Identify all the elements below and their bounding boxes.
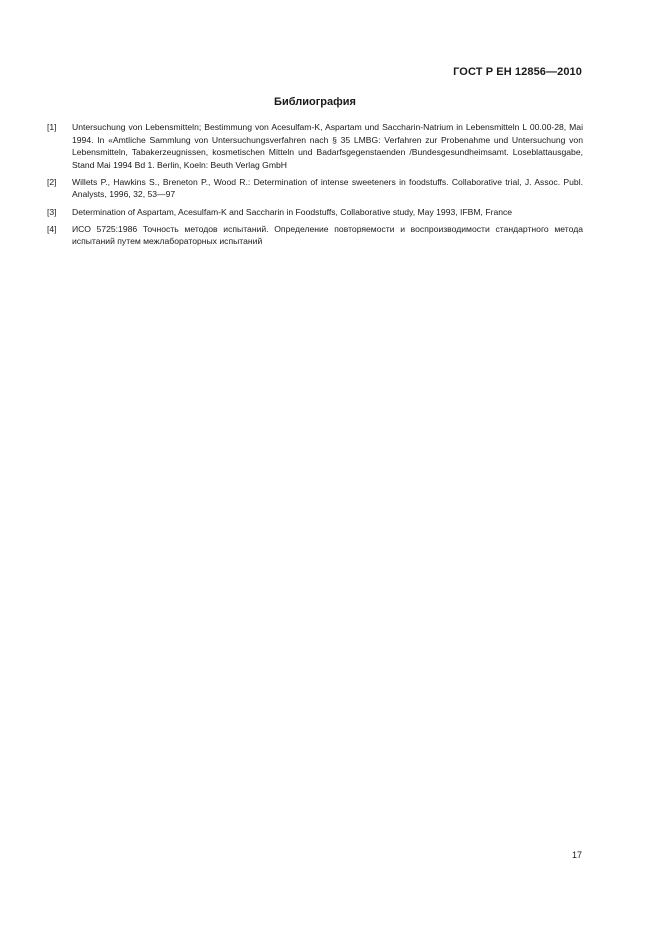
bibliography-entry xyxy=(47,176,583,201)
document-code: ГОСТ Р ЕН 12856—2010 xyxy=(453,66,582,78)
entry-text: ИСО 5725:1986 Точность методов испытаний. Определение повторяемости и воспроизводимости стандартного метода испытаний путем межлабораторных испытаний xyxy=(72,223,583,247)
entry-number: [3] xyxy=(47,206,57,217)
entry-number: [1] xyxy=(47,122,57,132)
entry-text: Willets P., Hawkins S., Breneton P., Wood R.: Determination of intense sweeteners in foodstuffs. Collaborative trial, J. Assoc. Publ. Analysts, 1996, 32, 53—97 xyxy=(72,176,583,200)
page-number: 17 xyxy=(571,850,582,860)
entry-number: [4] xyxy=(47,223,57,234)
section-title: Библиография xyxy=(274,96,356,108)
bibliography-entry xyxy=(47,223,583,248)
entry-text: Determination of Aspartam, Acesulfam-K and Saccharin in Foodstuffs, Collaborative study, May 1993, IFBM, France xyxy=(72,206,513,217)
bibliography-entry xyxy=(47,121,583,171)
entry-text: Untersuchung von Lebensmitteln; Bestimmung von Acesulfam-K, Aspartam und Saccharin-Natrium in Lebensmitteln L 00.00-28, Mai 1994. In «Amtliche Sammlung von Untersuchungsverfahren nach § 35 LMBG: Verfahren zur Probenahme und Untersuchung von Lebensmitteln, Tabakerzeugnissen, kosmetischen Mitteln und Badarfsgegenstaenden /Bundesgesundheimsamt. Loseblattausgabe, Stand Mai 1994 Bd 1. Berlin, Koeln: Beuth Verlag GmbH xyxy=(72,122,583,170)
entry-number: [2] xyxy=(47,176,57,187)
bibliography-entry xyxy=(47,206,583,219)
bibliography-list xyxy=(47,121,583,252)
